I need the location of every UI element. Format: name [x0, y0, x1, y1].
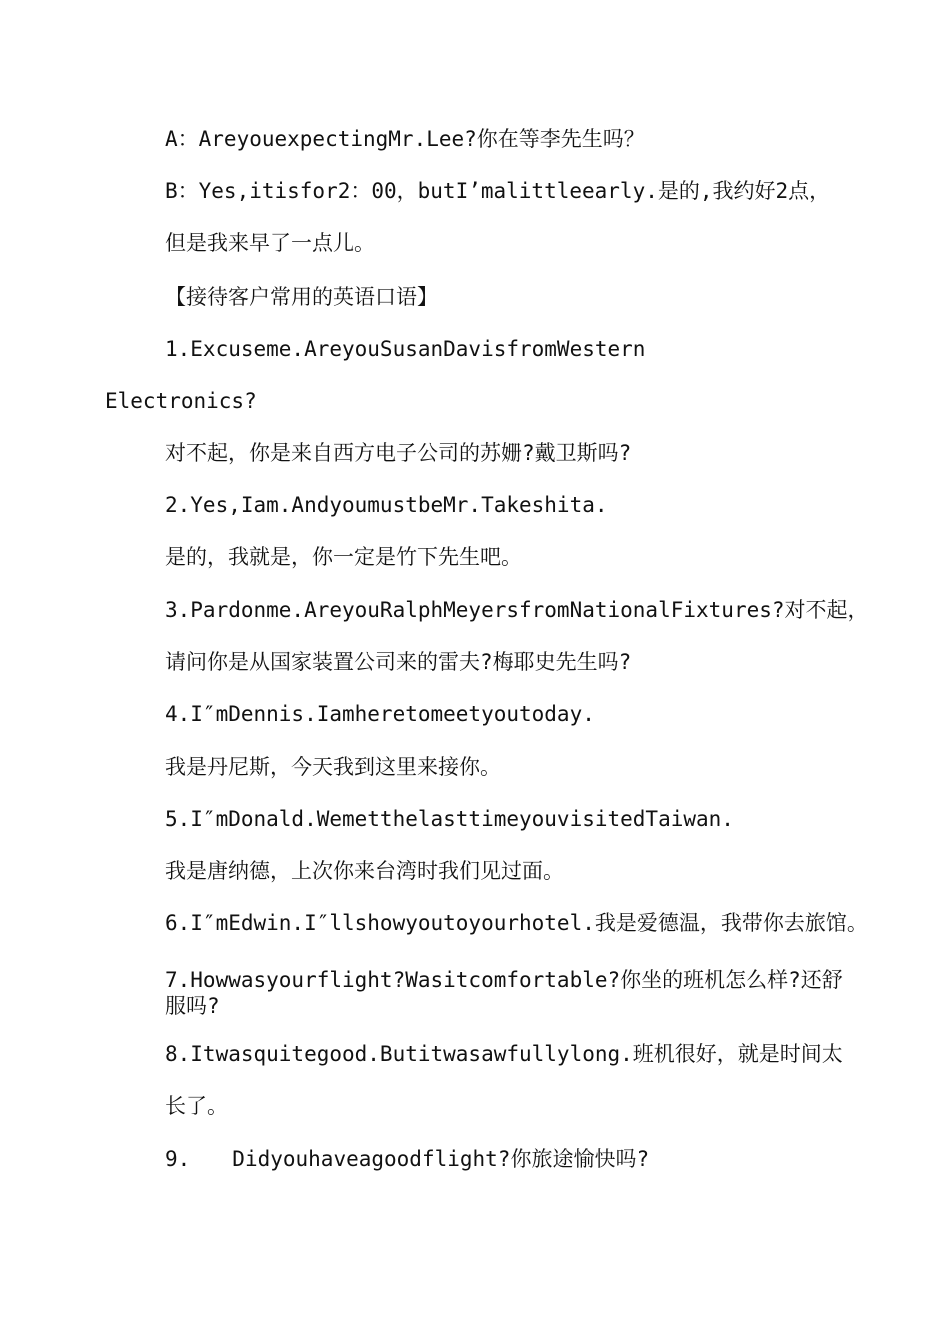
phrase-9 [165, 1145, 649, 1173]
section-heading: 【接待客户常用的英语口语】 [165, 285, 438, 309]
phrase-8-cont: 长了。 [165, 1094, 228, 1118]
phrase-5-en: 5.I″mDonald.WemetthelasttimeyouvisitedTaiwan. [165, 807, 734, 831]
phrase-1-zh: 对不起，你是来自西方电子公司的苏姗?戴卫斯吗? [165, 441, 632, 465]
phrase-5-zh: 我是唐纳德，上次你来台湾时我们见过面。 [165, 859, 564, 883]
phrase-1-en-cont: Electronics? [105, 389, 257, 413]
phrase-2-en: 2.Yes,Iam.AndyoumustbeMr.Takeshita. [165, 493, 608, 517]
phrase-4-en: 4.I″mDennis.Iamheretomeetyoutoday. [165, 702, 595, 726]
phrase-7: 7.Howwasyourflight?Wasitcomfortable?你坐的班机怎么样?还舒服吗? [165, 968, 843, 1018]
phrase-4-zh: 我是丹尼斯，今天我到这里来接你。 [165, 755, 501, 779]
phrase-1-en: 1.Excuseme.AreyouSusanDavisfromWestern [165, 337, 646, 361]
phrase-3-zh: 请问你是从国家装置公司来的雷夫?梅耶史先生吗? [165, 650, 632, 674]
phrase-3-en: 3.Pardonme.AreyouRalphMeyersfromNationalFixtures?对不起， [165, 598, 869, 622]
phrase-9-number: 9. [165, 1147, 191, 1171]
phrase-2-zh: 是的，我就是，你一定是竹下先生吧。 [165, 545, 522, 569]
phrase-9-text: Didyouhaveagoodflight?你旅途愉快吗? [232, 1147, 650, 1171]
dialogue-line-b-cont: 但是我来早了一点儿。 [165, 231, 375, 255]
phrase-8: 8.Itwasquitegood.Butitwasawfullylong.班机很好，就是时间太 [165, 1042, 843, 1066]
dialogue-line-b: B：Yes,itisfor2：00，butI’malittleearly.是的,我约好2点， [165, 179, 831, 203]
dialogue-line-a: A：AreyouexpectingMr.Lee?你在等李先生吗？ [165, 127, 645, 151]
phrase-6: 6.I″mEdwin.I″llshowyoutoyourhotel.我是爱德温，我带你去旅馆。 [165, 911, 868, 935]
